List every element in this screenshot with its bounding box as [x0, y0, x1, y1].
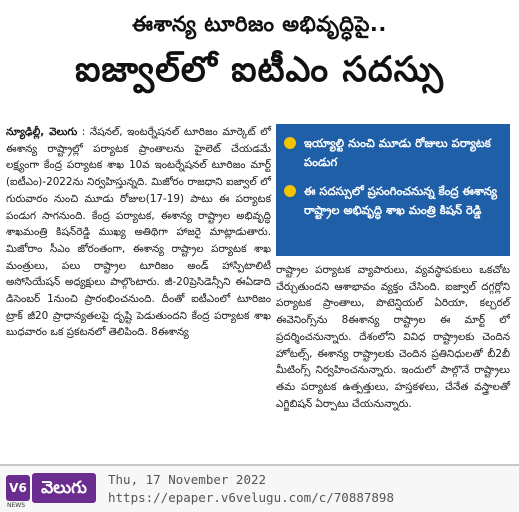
bullet-icon	[284, 185, 296, 197]
epaper-footer	[0, 464, 519, 512]
logo-name: వెలుగు	[32, 473, 96, 503]
logo-sub: NEWS	[7, 502, 26, 509]
article-kicker: ఈశాన్య టూరిజం అభివృద్ధిపై..	[132, 12, 387, 36]
article-body-left	[6, 124, 271, 341]
epaper-url[interactable]: https://epaper.v6velugu.com/c/70887898	[108, 490, 394, 505]
article-body-right: రాష్ట్రాల పర్యాటక వ్యాపారులు, వ్యవస్థాపకులు ఒకచోట చేర్చుతుందని ఆశాభావం వ్యక్తం చేసింది. ఐజ్వాల్ దగ్గర్లోని పర్యాటక ప్రాంతాలు, పొటెన్షియల్ ఏరియా, కల్చరల్ ఈవెనింగ్స్‌ను 8ఈశాన్య రాష్ట్రాల ఈ మార్ట్ లో ప్రదర్శించనున్నారు. దేశంలోని వివిధ రాష్ట్రాలకు చెందిన హోటల్స్, ఈశాన్య రాష్ట్రాలకు చెందిన ప్రతినిధులతో బీ2బీ మీటింగ్స్ నిర్వహించనున్నారు. ఇందులో పాల్గొనే రాష్ట్రాలు తమ పర్యాటక ఉత్పత్తులు, హస్తకళలు, చేనేత వస్త్రాలతో ఎగ్జిబిషన్ ఏర్పాటు చేయనున్నారు.	[276, 264, 510, 410]
body-left-text: : నేషనల్, ఇంటర్నేషనల్ టూరిజం మార్కెట్ లో ఈశాన్య రాష్ట్రాల్లో పర్యాటక ప్రాంతాలను హైలెట్ చేయడమే లక్ష్యంగా కేంద్ర పర్యాటక శాఖ 10వ ఇంటర్నేషనల్ టూరిజం మార్ట్ (ఐటీఎం)-2022ను నిర్వహిస్తున్నది. మిజోరం రాజధాని ఐజ్వాల్ లో గురువారం నుంచి మూడు రోజుల(17-19) పాటు ఈ పర్యాటక పండుగ సాగనుంది. కేంద్ర పర్యాటక, ఈశాన్య రాష్ట్రాల అభివృద్ధి శాఖమంత్రి కిషన్‌రెడ్డి ముఖ్య అతిథిగా హాజరై మాట్లాడుతారు. మిజోరాం సీఎం జోరంతంగా, ఈశాన్య రాష్ట్రాల పర్యాటక శాఖ మంత్రులు, పలు రాష్ట్రాల టూరిజం అండ్ హాస్పిటాలిటీ అసోసియేషన్ అధ్యక్షులు పాల్గొంటారు. జీ-20ప్రెసిడెన్సీని ఈఏడాది డిసెంబర్ 1నుంచి ప్రారంభించనుంది. దీంతో ఐటీఎంలో టూరిజం ట్రాక్ జీ20 ప్రాధాన్యతలపై దృష్టి పెడుతుందని కేంద్ర పర్యాటక శాఖ బుధవారం ఒక ప్రకటనలో తెలిపింది. 8ఈశాన్య	[6, 126, 271, 339]
highlight-text: ఇయ్యాల్టి నుంచి మూడు రోజులు పర్యాటక పండుగ	[304, 136, 491, 169]
dateline: న్యూఢిల్లీ, వెలుగు	[6, 126, 78, 138]
highlight-item	[284, 134, 502, 172]
highlight-item	[284, 182, 502, 220]
highlights-box	[276, 124, 510, 256]
article-headline: ఐజ్వాల్‌లో ఐటీఎం సదస్సు	[74, 50, 444, 90]
edition-date: Thu, 17 November 2022	[108, 472, 267, 487]
logo-prefix: V6	[6, 475, 30, 501]
footer-divider	[0, 464, 519, 466]
v6-velugu-logo[interactable]	[6, 473, 98, 509]
highlight-text: ఈ సదస్సులో ప్రసంగించనున్న కేంద్ర ఈశాన్య రాష్ట్రాల అభివృద్ధి శాఖ మంత్రి కిషన్ రెడ్డి	[304, 184, 497, 217]
bullet-icon	[284, 137, 296, 149]
